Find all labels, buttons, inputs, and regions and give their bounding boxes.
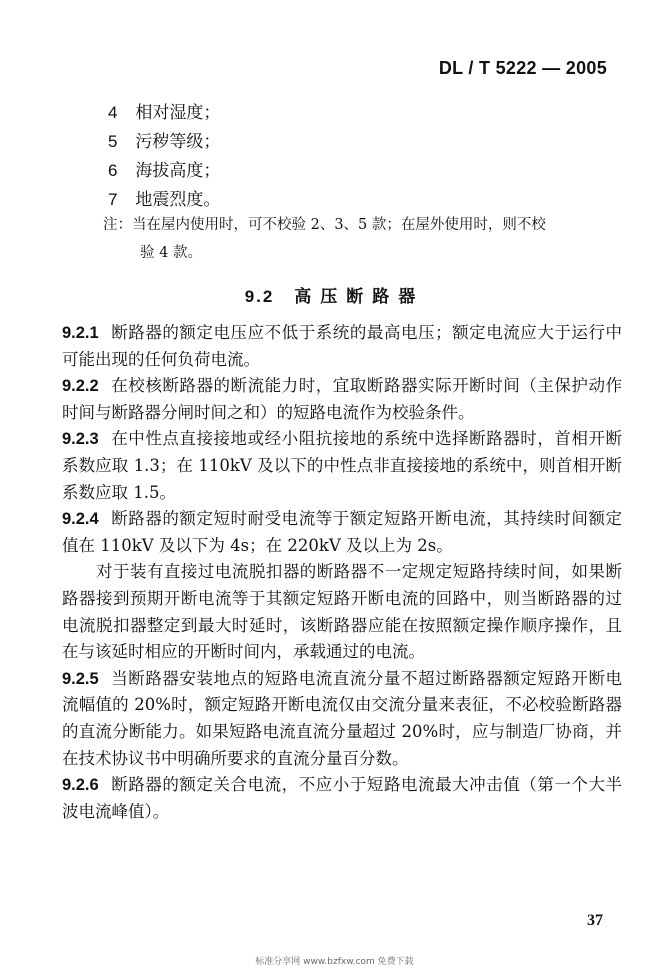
- note-line: 验 4 款。: [140, 245, 202, 261]
- clause-body: [62, 320, 622, 825]
- list-item-text: 海拔高度；: [135, 161, 221, 181]
- list-item-text: 地震烈度。: [135, 190, 221, 210]
- watermark-text: 标准分享网 www.bzfxw.com 免费下载: [255, 957, 414, 967]
- clause-paragraph: [62, 373, 622, 426]
- section-title: 高压断路器: [294, 287, 425, 307]
- note-line: 注：当在屋内使用时，可不校验 2、3、5 款；在屋外使用时，则不校: [103, 217, 546, 233]
- section-number: 9.2: [244, 287, 275, 306]
- list-item-number: 6: [108, 161, 118, 180]
- condition-list: [108, 98, 628, 214]
- list-item-number: 5: [108, 132, 118, 151]
- clause-paragraph: [62, 772, 622, 825]
- clause-paragraph: [62, 506, 622, 559]
- clause-paragraph: [62, 320, 622, 373]
- clause-number: 9.2.5: [62, 669, 99, 688]
- clause-text: 断路器的额定关合电流，不应小于短路电流最大冲击值（第一个大半波电流峰值）。: [62, 775, 622, 821]
- note: [103, 211, 628, 267]
- clause-paragraph: [62, 666, 622, 772]
- page-number: 37: [587, 912, 603, 929]
- clause-paragraph: [62, 559, 622, 665]
- list-item-text: 污秽等级；: [135, 132, 221, 152]
- list-item: [108, 156, 628, 185]
- list-item: [108, 98, 628, 127]
- clause-number: 9.2.2: [62, 377, 99, 396]
- section-heading: [0, 282, 669, 307]
- list-item-number: 7: [108, 190, 118, 209]
- list-item: [108, 127, 628, 156]
- clause-text: 断路器的额定短时耐受电流等于额定短路开断电流，其持续时间额定值在 110kV 及以下为 4s；在 220kV 及以上为 2s。: [62, 509, 622, 555]
- clause-text: 断路器的额定电压应不低于系统的最高电压；额定电流应大于运行中可能出现的任何负荷电流。: [62, 323, 622, 369]
- clause-text: 当断路器安装地点的短路电流直流分量不超过断路器额定短路开断电流幅值的 20%时，额定短路开断电流仅由交流分量来表征，不必校验断路器的直流分断能力。如果短路电流直流分量超过 20%时，应与制造厂协商，并在技术协议书中明确所要求的直流分量百分数。: [62, 668, 622, 768]
- clause-number: 9.2.6: [62, 776, 99, 795]
- clause-number: 9.2.3: [62, 430, 99, 449]
- standard-code: DL / T 5222 — 2005: [438, 58, 607, 78]
- list-item: [108, 185, 628, 214]
- clause-paragraph: [62, 426, 622, 506]
- list-item-number: 4: [108, 103, 118, 122]
- list-item-text: 相对湿度；: [135, 103, 221, 123]
- clause-text: 对于装有直接过电流脱扣器的断路器不一定规定短路持续时间，如果断路器接到预期开断电流等于其额定短路开断电流的回路中，则当断路器的过电流脱扣器整定到最大时延时，该断路器应能在按照额定操作顺序操作，且在与该延时相应的开断时间内，承载通过的电流。: [62, 562, 622, 662]
- clause-number: 9.2.1: [62, 324, 99, 342]
- clause-text: 在中性点直接接地或经小阻抗接地的系统中选择断路器时，首相开断系数应取 1.3；在 110kV 及以下的中性点非直接接地的系统中，则首相开断系数应取 1.5。: [62, 429, 622, 502]
- clause-text: 在校核断路器的断流能力时，宜取断路器实际开断时间（主保护动作时间与断路器分闸时间之和）的短路电流作为校验条件。: [62, 376, 622, 422]
- clause-number: 9.2.4: [62, 510, 99, 529]
